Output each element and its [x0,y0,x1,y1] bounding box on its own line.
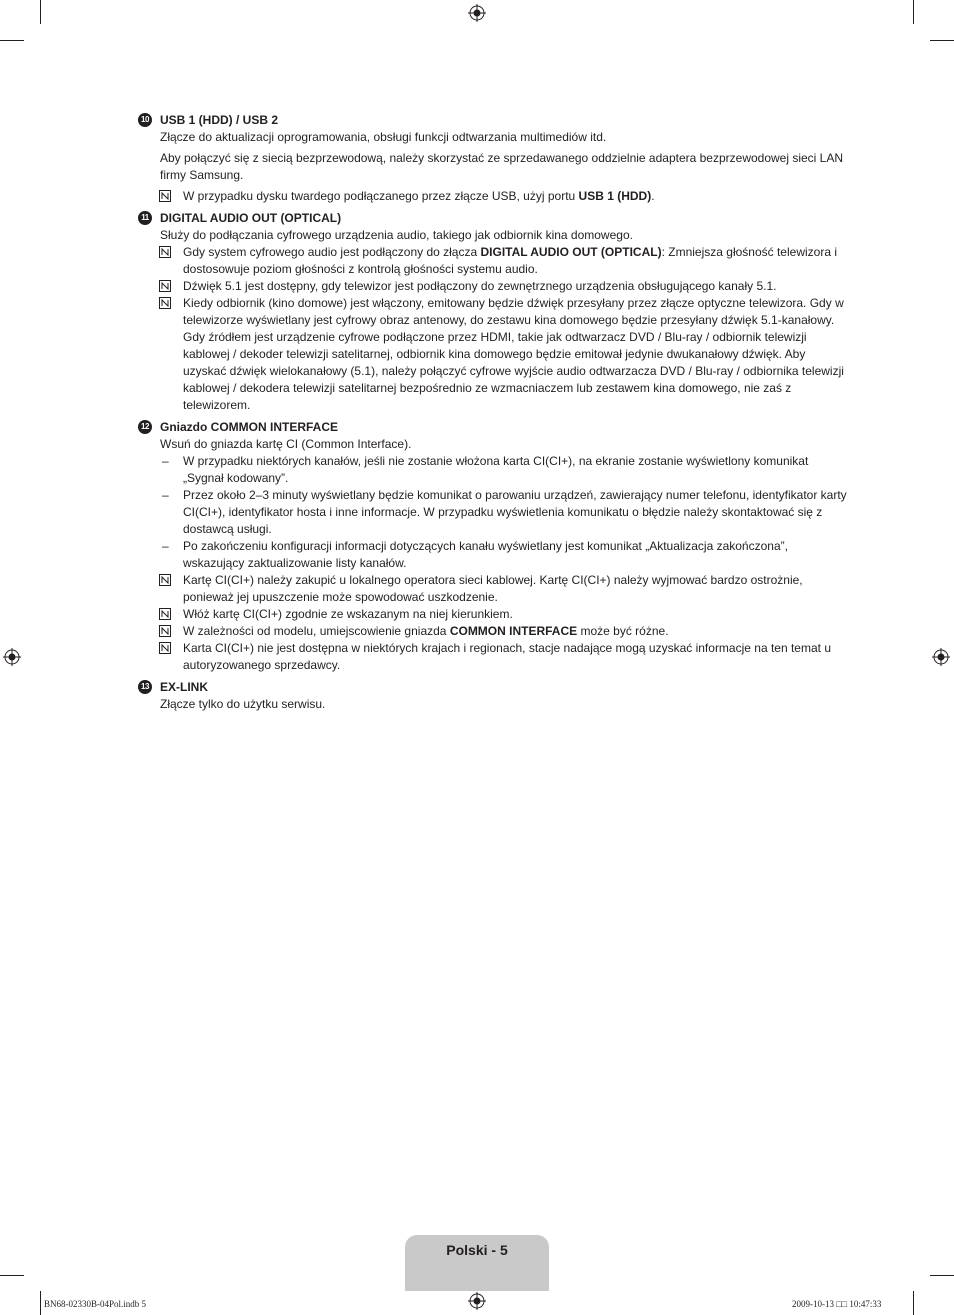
note-text: W zależności od modelu, umiejscowienie gniazda [183,624,450,638]
note-text: Kartę CI(CI+) należy zakupić u lokalnego operatora sieci kablowej. Kartę CI(CI+) należy wyjmować bardzo ostrożnie, ponieważ jej upuszczenie może spowodować uszkodzenie. [183,573,803,604]
page-number-tab [405,1235,549,1291]
paragraph: Wsuń do gniazda kartę CI (Common Interface). [160,437,412,451]
section-heading [138,419,848,436]
section-title-prefix: Gniazdo [160,420,211,434]
crop-mark [40,1291,41,1315]
note-item [138,572,848,606]
dash-item [138,538,848,572]
timestamp-slug: 2009-10-13 □□ 10:47:33 [792,1299,882,1309]
note-item [138,244,848,278]
note-item [138,278,848,295]
section-heading [138,679,848,696]
number-badge-icon: 11 [138,211,152,225]
note-text: Dźwięk 5.1 jest dostępny, gdy telewizor jest podłączony do zewnętrznego urządzenia obsługującego kanały 5.1. [183,279,777,293]
registration-mark-icon [932,648,950,666]
dash-bullet: – [162,454,169,468]
crop-mark [913,0,914,24]
section-heading [138,210,848,227]
dash-bullet: – [162,539,169,553]
note-item [138,295,848,414]
page-content [138,110,848,713]
crop-mark [40,0,41,24]
number-badge-icon: 10 [138,113,152,127]
note-item [138,606,848,623]
paragraph: Złącze do aktualizacji oprogramowania, obsługi funkcji odtwarzania multimediów itd. [160,130,607,144]
note-text: W przypadku dysku twardego podłączanego przez złącze USB, użyj portu [183,189,579,203]
section-title: EX-LINK [160,680,208,694]
note-text: Gdy system cyfrowego audio jest podłączony do złącza [183,245,481,259]
note-icon [159,297,171,309]
note-icon [159,608,171,620]
note-bold: USB 1 (HDD) [578,189,652,203]
section-title: COMMON INTERFACE [210,420,339,434]
file-slug: BN68-02330B-04Pol.indb 5 [44,1299,147,1309]
registration-mark-icon [468,1292,486,1310]
crop-mark [0,1275,24,1276]
dash-text: W przypadku niektórych kanałów, jeśli nie zostanie włożona karta CI(CI+), na ekranie zostanie wyświetlony komunikat „Sygnał kodowany”. [183,454,809,485]
note-text: Kiedy odbiornik (kino domowe) jest włączony, emitowany będzie dźwięk przesyłany przez złącze optyczne telewizora. Gdy w telewizorze wyświetlany jest cyfrowy obraz antenowy, do zestawu kina domowego będzie przesyłany dźwięk 5.1-kanałowy. Gdy źródłem jest urządzenie cyfrowe podłączone przez HDMI, takie jak odtwarzacz DVD / Blu-ray / odbiornik telewizji kablowej / dekoder telewizji satelitarnej, odbiornik kina domowego będzie emitował jedynie dwukanałowy dźwięk. Aby uzyskać dźwięk wielokanałowy (5.1), należy połączyć cyfrowe wyjście audio odtwarzacza DVD / Blu-ray / odbiornika telewizji kablowej / dekodera telewizji satelitarnej bezpośrednio ze wzmacniaczem lub zestawem kina domowego, nie zaś z telewizorem. [183,296,844,412]
note-icon [159,574,171,586]
dash-bullet: – [162,488,169,502]
note-icon [159,190,171,202]
note-icon [159,280,171,292]
crop-mark [913,1291,914,1315]
note-icon [159,246,171,258]
note-icon [159,642,171,654]
section-title: USB 1 (HDD) / USB 2 [160,113,279,127]
crop-mark [930,1275,954,1276]
note-icon [159,625,171,637]
number-badge-icon: 13 [138,680,152,694]
registration-mark-icon [3,648,21,666]
note-text: może być różne. [577,624,669,638]
note-bold: DIGITAL AUDIO OUT (OPTICAL) [480,245,662,259]
crop-mark [930,40,954,41]
dash-item [138,487,848,538]
note-text: Włóż kartę CI(CI+) zgodnie ze wskazanym na niej kierunkiem. [183,607,513,621]
registration-mark-icon [468,4,486,22]
note-item [138,623,848,640]
dash-text: Po zakończeniu konfiguracji informacji dotyczących kanału wyświetlany jest komunikat „Aktualizacja zakończona”, wskazujący zaktualizowanie listy kanałów. [183,539,788,570]
note-text: . [651,189,655,203]
section-heading [138,112,848,129]
crop-mark [0,40,24,41]
note-bold: COMMON INTERFACE [449,624,578,638]
page-label: Polski - 5 [446,1242,508,1258]
section-title: DIGITAL AUDIO OUT (OPTICAL) [160,211,342,225]
note-text: : Zmniejsza głośność telewizora i dostosowuje poziom głośności z kontrolą głośności systemu audio. [183,245,837,276]
paragraph: Złącze tylko do użytku serwisu. [160,697,326,711]
dash-item [138,453,848,487]
note-item [138,640,848,674]
paragraph: Służy do podłączania cyfrowego urządzenia audio, takiego jak odbiornik kina domowego. [160,228,633,242]
paragraph: Aby połączyć się z siecią bezprzewodową, należy skorzystać ze sprzedawanego oddzielnie adaptera bezprzewodowej sieci LAN firmy Samsung. [160,151,844,182]
note-text: Karta CI(CI+) nie jest dostępna w niektórych krajach i regionach, stacje nadające mogą uzyskać informacje na ten temat u autoryzowanego sprzedawcy. [183,641,831,672]
number-badge-icon: 12 [138,420,152,434]
dash-text: Przez około 2–3 minuty wyświetlany będzie komunikat o parowaniu urządzeń, zawierający numer telefonu, identyfikator karty CI(CI+), identyfikator hosta i inne informacje. W przypadku wyświetlenia komunikatu o błędzie należy skontaktować się z dostawcą usługi. [183,488,847,536]
note-item [138,188,848,205]
